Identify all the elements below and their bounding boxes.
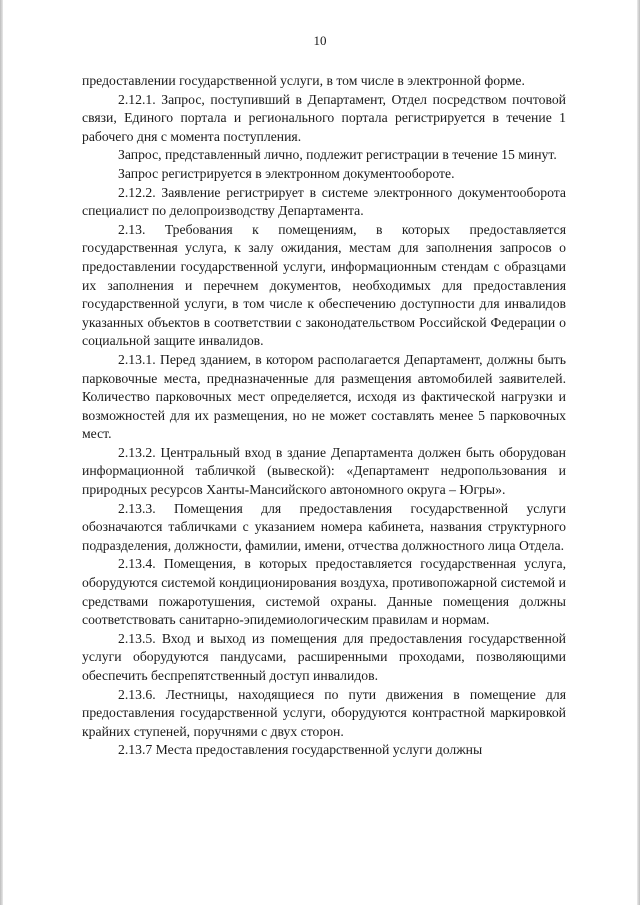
paragraph-2-13-1: 2.13.1. Перед зданием, в котором располагается Департамент, должны быть парковочные места, предназначенные для размещения автомобилей заявителей. Количество парковочных мест определяется, исходя из фактической нагрузки и возможностей для их размещения, но не может составлять менее 5 парковочных мест. (82, 351, 566, 442)
document-body (82, 72, 566, 760)
paragraph-2-12-2: 2.12.2. Заявление регистрирует в системе электронного документооборота специалист по делопроизводству Департамента. (82, 184, 566, 219)
paragraph-2-13-2: 2.13.2. Центральный вход в здание Департамента должен быть оборудован информационной табличкой (вывеской): «Департамент недропользования и природных ресурсов Ханты-Мансийского автономного округа – Югры». (82, 444, 566, 498)
paragraph-2-13-6: 2.13.6. Лестницы, находящиеся по пути движения в помещение для предоставления государственной услуги, оборудуются контрастной маркировкой крайних ступеней, поручнями с двух сторон. (82, 686, 566, 739)
paragraph-electronic-registration: Запрос регистрируется в электронном документообороте. (118, 165, 455, 181)
page-number: 10 (313, 33, 327, 48)
paragraph-2-13-7: 2.13.7 Места предоставления государственной услуги должны (118, 742, 483, 758)
paragraph-personal-request: Запрос, представленный лично, подлежит регистрации в течение 15 минут. (118, 147, 557, 163)
paragraph-2-12-1: 2.12.1. Запрос, поступивший в Департамент, Отдел посредством почтовой связи, Единого портала и регионального портала регистрируется в течение 1 рабочего дня с момента поступления. (82, 91, 566, 144)
paragraph-2-13-4: 2.13.4. Помещения, в которых предоставляется государственная услуга, оборудуются системой кондиционирования воздуха, противопожарной системой и средствами пожаротушения, системой охраны. Данные помещения должны соответствовать санитарно-эпидемиологическим правилам и нормам. (82, 556, 566, 628)
scan-edge-left (0, 0, 3, 905)
paragraph-continuation: предоставлении государственной услуги, в том числе в электронной форме. (82, 73, 525, 88)
paragraph-2-13-5: 2.13.5. Вход и выход из помещения для предоставления государственной услуги оборудуются пандусами, расширенными проходами, позволяющими обеспечить беспрепятственный доступ инвалидов. (82, 630, 566, 683)
paragraph-2-13: 2.13. Требования к помещениям, в которых предоставляется государственная услуга, к залу ожидания, местам для заполнения запросов о предоставлении государственной услуги, информационным стендам с образцами их заполнения и перечнем документов, необходимых для предоставления государственной услуги, в том числе к обеспечению доступности для инвалидов указанных объектов в соответствии с законодательством Российской Федерации о социальной защите инвалидов. (82, 221, 566, 349)
paragraph-2-13-3: 2.13.3. Помещения для предоставления государственной услуги обозначаются табличками с указанием номера кабинета, названия структурного подразделения, должности, фамилии, имени, отчества должностного лица Отдела. (82, 500, 566, 553)
